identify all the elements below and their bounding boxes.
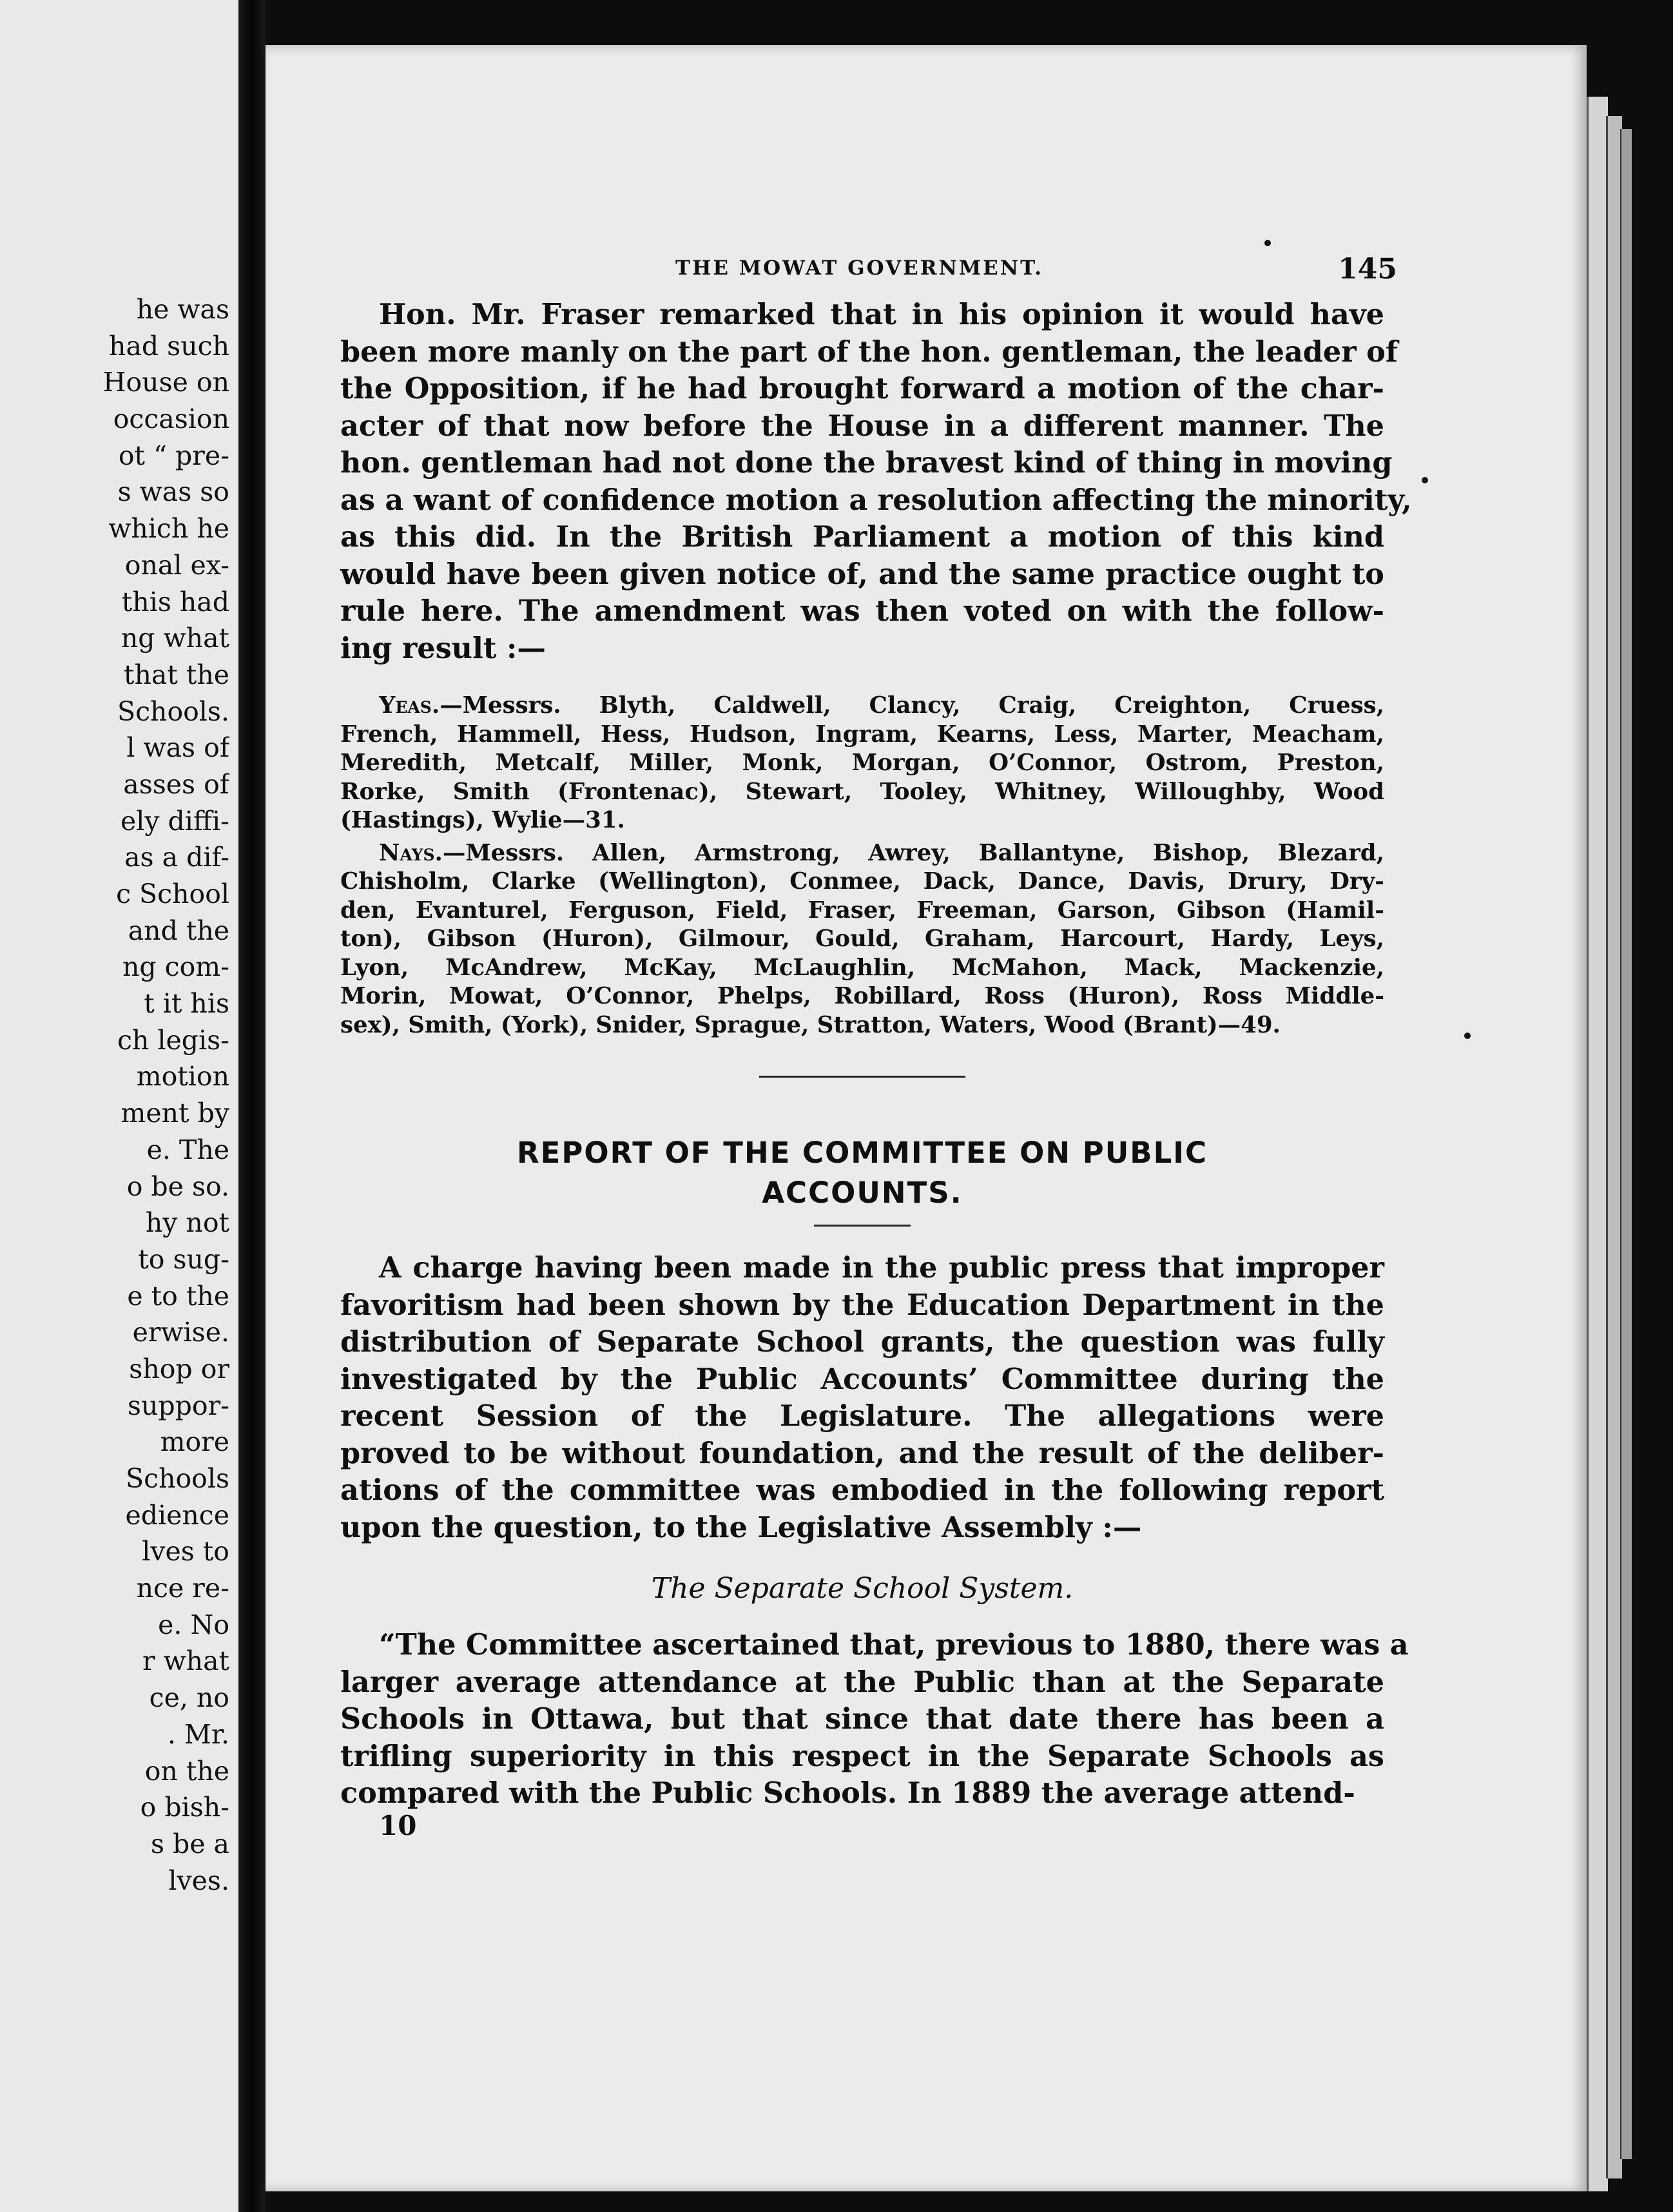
text-line: ations of the committee was embodied in the following report (340, 1473, 1384, 1507)
previous-page-line: lves. (168, 1865, 229, 1896)
previous-page-line: nce re- (136, 1573, 229, 1604)
previous-page-line: ely diffi- (120, 805, 229, 837)
previous-page-line: more (160, 1426, 229, 1458)
vote-line: (Hastings), Wylie—31. (340, 807, 625, 833)
speck (1464, 1033, 1471, 1039)
previous-page-line: erwise. (132, 1317, 229, 1348)
previous-page-line: shop or (129, 1353, 229, 1384)
vote-line: Rorke, Smith (Frontenac), Stewart, Tooley, Whitney, Willoughby, Wood (340, 778, 1384, 805)
previous-page-line: Schools. (117, 695, 229, 727)
subheading: The Separate School System. (651, 1572, 1074, 1605)
previous-page-line: e to the (127, 1280, 229, 1312)
yeas-label: Yeas. (379, 692, 440, 719)
previous-page-line: t it his (144, 988, 229, 1020)
paragraph-fraser-remarks (340, 296, 1412, 667)
previous-page-line: as a dif- (124, 842, 229, 873)
previous-page-line: suppor- (127, 1390, 229, 1421)
text-line: as this did. In the British Parliament a motion of this kind (340, 520, 1384, 554)
previous-page-line: e. No (158, 1609, 229, 1640)
page-number: 145 (1338, 253, 1397, 286)
previous-page-line: House on (102, 367, 229, 398)
text-line: Hon. Mr. Fraser remarked that in his opinion it would have (379, 298, 1384, 331)
vote-first-line (340, 692, 1384, 721)
previous-page-line: s be a (150, 1828, 229, 1859)
paragraph-committee-charge (340, 1250, 1384, 1546)
text-line: “The Committee ascertained that, previous to 1880, there was a (379, 1628, 1409, 1662)
vote-first-line (340, 839, 1384, 868)
text-line: recent Session of the Legislature. The allegations were (340, 1399, 1384, 1433)
previous-page-line: ng what (121, 623, 229, 654)
heading-underline (814, 1225, 911, 1227)
speck (1264, 240, 1271, 246)
previous-page-line: ng com- (122, 951, 229, 983)
text-line: rule here. The amendment was then voted on with the follow- (340, 594, 1384, 628)
text-line: acter of that now before the House in a different manner. The (340, 409, 1384, 443)
speck (1422, 477, 1428, 483)
text-line: distribution of Separate School grants, the question was fully (340, 1325, 1384, 1359)
previous-page-line: ce, no (149, 1682, 229, 1714)
running-title: THE MOWAT GOVERNMENT. (675, 257, 1044, 280)
previous-page-line: r what (142, 1645, 229, 1677)
previous-page-line: e. The (146, 1134, 229, 1165)
page-content (340, 238, 1412, 1841)
section-heading (340, 1133, 1384, 1213)
previous-page-line: o bish- (140, 1792, 229, 1823)
page-edge (1587, 97, 1608, 2191)
signature-mark: 10 (379, 1809, 417, 1841)
text-line: hon. gentleman had not done the bravest kind of thing in moving (340, 446, 1393, 480)
vote-line: sex), Smith, (York), Snider, Sprague, Stratton, Waters, Wood (Brant)—49. (340, 1011, 1281, 1038)
text-line: Schools in Ottawa, but that since that date there has been a (340, 1702, 1384, 1736)
previous-page-line: this had (121, 586, 229, 617)
previous-page-line: s was so (117, 476, 229, 508)
vote-line: French, Hammell, Hess, Hudson, Ingram, Kearns, Less, Marter, Meacham, (340, 721, 1384, 748)
previous-page-line: onal ex- (124, 549, 229, 581)
text-line: ing result :— (340, 631, 546, 665)
previous-page-line: . Mr. (167, 1718, 229, 1750)
previous-page-line: ment by (121, 1098, 229, 1129)
section-heading-line-2: ACCOUNTS. (762, 1176, 963, 1210)
vote-line: Meredith, Metcalf, Miller, Monk, Morgan, O’Connor, Ostrom, Preston, (340, 750, 1384, 776)
previous-page-text-column (0, 291, 229, 1899)
text-line: would have been given notice of, and the same practice ought to (340, 557, 1384, 591)
page-edge (1620, 129, 1632, 2159)
vote-line: —Messrs. Blyth, Caldwell, Clancy, Craig, Creighton, Cruess, (440, 692, 1384, 719)
previous-page-line: l was of (126, 732, 229, 764)
text-line: larger average attendance at the Public than at the Separate (340, 1665, 1384, 1699)
text-line: investigated by the Public Accounts’ Committee during the (340, 1362, 1384, 1396)
vote-line: den, Evanturel, Ferguson, Field, Fraser, Freeman, Garson, Gibson (Hamil- (340, 897, 1384, 924)
vote-line: Lyon, McAndrew, McKay, McLaughlin, McMahon, Mack, Mackenzie, (340, 954, 1384, 981)
section-heading-line-1: REPORT OF THE COMMITTEE ON PUBLIC (516, 1136, 1208, 1170)
previous-page-line: ot “ pre- (118, 440, 229, 471)
previous-page-line: occasion (113, 403, 229, 435)
vote-nays (340, 839, 1384, 1040)
previous-page-line: had such (109, 330, 229, 362)
previous-page-line: hy not (145, 1207, 229, 1239)
running-head (340, 238, 1397, 296)
vote-line: Morin, Mowat, O’Connor, Phelps, Robillard, Ross (Huron), Ross Middle- (340, 983, 1384, 1009)
vote-line: ton), Gibson (Huron), Gilmour, Gould, Graham, Harcourt, Hardy, Leys, (340, 926, 1384, 952)
text-line: the Opposition, if he had brought forward a motion of the char- (340, 372, 1384, 405)
previous-page-line: c School (116, 878, 229, 909)
previous-page-line: on the (144, 1755, 229, 1787)
vote-line: Chisholm, Clarke (Wellington), Conmee, Dack, Dance, Davis, Drury, Dry- (340, 868, 1384, 895)
text-line: as a want of confidence motion a resolution affecting the minority, (340, 483, 1412, 517)
vote-yeas (340, 692, 1384, 835)
previous-page-line: he was (136, 294, 229, 325)
previous-page-line: asses of (123, 768, 229, 800)
text-line: upon the question, to the Legislative Assembly :— (340, 1510, 1142, 1544)
previous-page-line: motion (136, 1061, 229, 1092)
book-gutter (238, 0, 266, 2212)
text-line: A charge having been made in the public press that improper (379, 1251, 1384, 1285)
previous-page-line: that the (124, 659, 229, 690)
previous-page-line: Schools (126, 1463, 229, 1494)
previous-page-fragment (0, 0, 238, 2212)
previous-page-line: edience (125, 1499, 229, 1531)
previous-page-line: o be so. (126, 1170, 229, 1202)
text-line: compared with the Public Schools. In 1889 the average attend- (340, 1776, 1355, 1810)
previous-page-line: which he (108, 513, 229, 545)
previous-page-line: lves to (142, 1536, 229, 1567)
previous-page-line: and the (128, 915, 229, 946)
text-line: favoritism had been shown by the Education Department in the (340, 1288, 1384, 1322)
text-line: trifling superiority in this respect in the Separate Schools as (340, 1739, 1384, 1773)
previous-page-line: to sug- (138, 1243, 229, 1275)
nays-label: Nays. (379, 839, 443, 866)
paragraph-committee-findings (340, 1627, 1409, 1812)
text-line: proved to be without foundation, and the result of the deliber- (340, 1436, 1384, 1470)
vote-line: —Messrs. Allen, Armstrong, Awrey, Ballantyne, Bishop, Blezard, (442, 839, 1384, 866)
section-divider (759, 1076, 965, 1078)
previous-page-line: ch legis- (117, 1024, 229, 1056)
text-line: been more manly on the part of the hon. gentleman, the leader of (340, 335, 1398, 369)
